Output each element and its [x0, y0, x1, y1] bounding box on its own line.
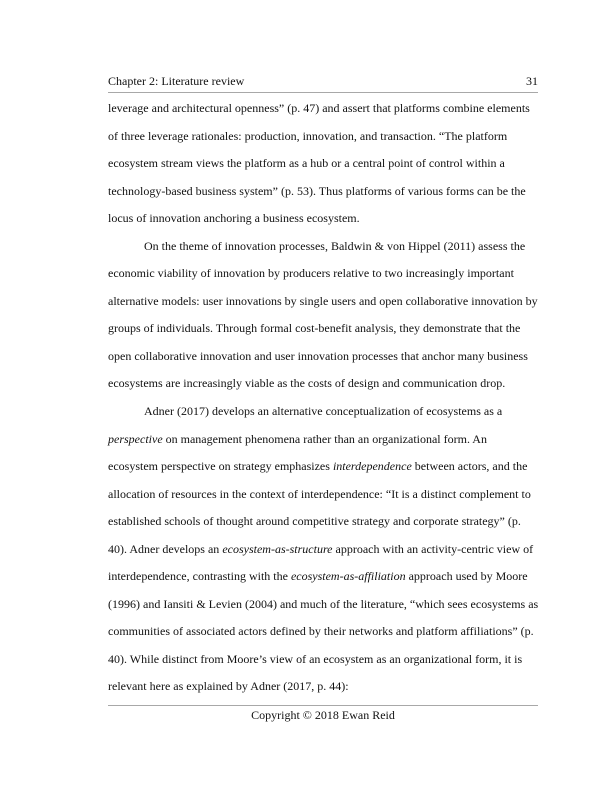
text-line — [108, 260, 540, 288]
text-line — [108, 205, 540, 233]
text-line — [108, 563, 540, 591]
text-line — [108, 508, 540, 536]
text-span: allocation of resources in the context of interdependence: “It is a distinct complement to — [108, 486, 531, 501]
text-span: economic viability of innovation by producers relative to two increasingly important — [108, 266, 514, 281]
text-line — [108, 646, 540, 674]
italic-term: interdependence — [332, 459, 412, 474]
text-span: communities of associated actors defined by their networks and platform affiliations” (p. — [108, 624, 534, 639]
text-line — [108, 288, 540, 316]
running-footer — [108, 705, 538, 723]
text-span: Adner (2017) develops an alternative conceptualization of ecosystems as a — [144, 404, 503, 419]
text-line — [108, 481, 540, 509]
text-span: approach with an activity-centric view of — [332, 541, 534, 556]
text-line — [108, 426, 540, 454]
text-line — [108, 315, 540, 343]
text-span: 40). While distinct from Moore’s view of an ecosystem as an organizational form, it is — [108, 651, 523, 666]
text-line — [108, 370, 540, 398]
copyright-notice: Copyright © 2018 Ewan Reid — [251, 708, 395, 722]
running-header — [108, 72, 538, 93]
text-span: interdependence, contrasting with the — [108, 569, 291, 584]
paragraph-start-line — [108, 398, 540, 426]
text-line — [108, 150, 540, 178]
text-span: open collaborative innovation and user innovation processes that anchor many business — [108, 348, 528, 363]
text-line — [108, 591, 540, 619]
text-line — [108, 673, 540, 701]
text-span: ecosystem stream views the platform as a hub or a central point of control within a — [108, 156, 505, 171]
chapter-title: Chapter 2: Literature review — [108, 74, 245, 88]
text-span: On the theme of innovation processes, Baldwin & von Hippel (2011) assess the — [144, 238, 526, 253]
text-line — [108, 536, 540, 564]
text-line — [108, 453, 540, 481]
text-span: on management phenomena rather than an organizational form. An — [162, 431, 487, 446]
text-line — [108, 178, 540, 206]
text-line — [108, 343, 540, 371]
page-number: 31 — [526, 74, 538, 88]
text-span: 40). Adner develops an — [108, 541, 223, 556]
paragraph-start-line — [108, 233, 540, 261]
text-span: technology-based business system” (p. 53). Thus platforms of various forms can be the — [108, 183, 526, 198]
text-span: leverage and architectural openness” (p. 47) and assert that platforms combine elements — [108, 101, 530, 115]
italic-term: ecosystem-as-affiliation — [290, 569, 406, 584]
italic-term: perspective — [108, 431, 163, 446]
text-span: established schools of thought around competitive strategy and corporate strategy” (p. — [108, 514, 521, 529]
text-line — [108, 95, 540, 123]
text-span: locus of innovation anchoring a business ecosystem. — [108, 211, 360, 226]
text-span: approach used by Moore — [405, 569, 528, 584]
text-line — [108, 618, 540, 646]
text-span: ecosystem perspective on strategy emphasizes — [108, 459, 333, 474]
text-span: ecosystems are increasingly viable as the costs of design and communication drop. — [108, 376, 506, 391]
italic-term: ecosystem-as-structure — [222, 541, 333, 556]
text-span: relevant here as explained by Adner (2017, p. 44): — [108, 679, 349, 694]
text-span: groups of individuals. Through formal cost-benefit analysis, they demonstrate that the — [108, 321, 521, 336]
text-span: between actors, and the — [411, 459, 528, 474]
text-span: alternative models: user innovations by single users and open collaborative innovation by — [108, 293, 538, 308]
body-text — [108, 95, 540, 701]
text-span: of three leverage rationales: production, innovation, and transaction. “The platform — [108, 128, 508, 143]
text-span: (1996) and Iansiti & Levien (2004) and much of the literature, “which sees ecosystems as — [108, 596, 539, 611]
text-line — [108, 123, 540, 151]
